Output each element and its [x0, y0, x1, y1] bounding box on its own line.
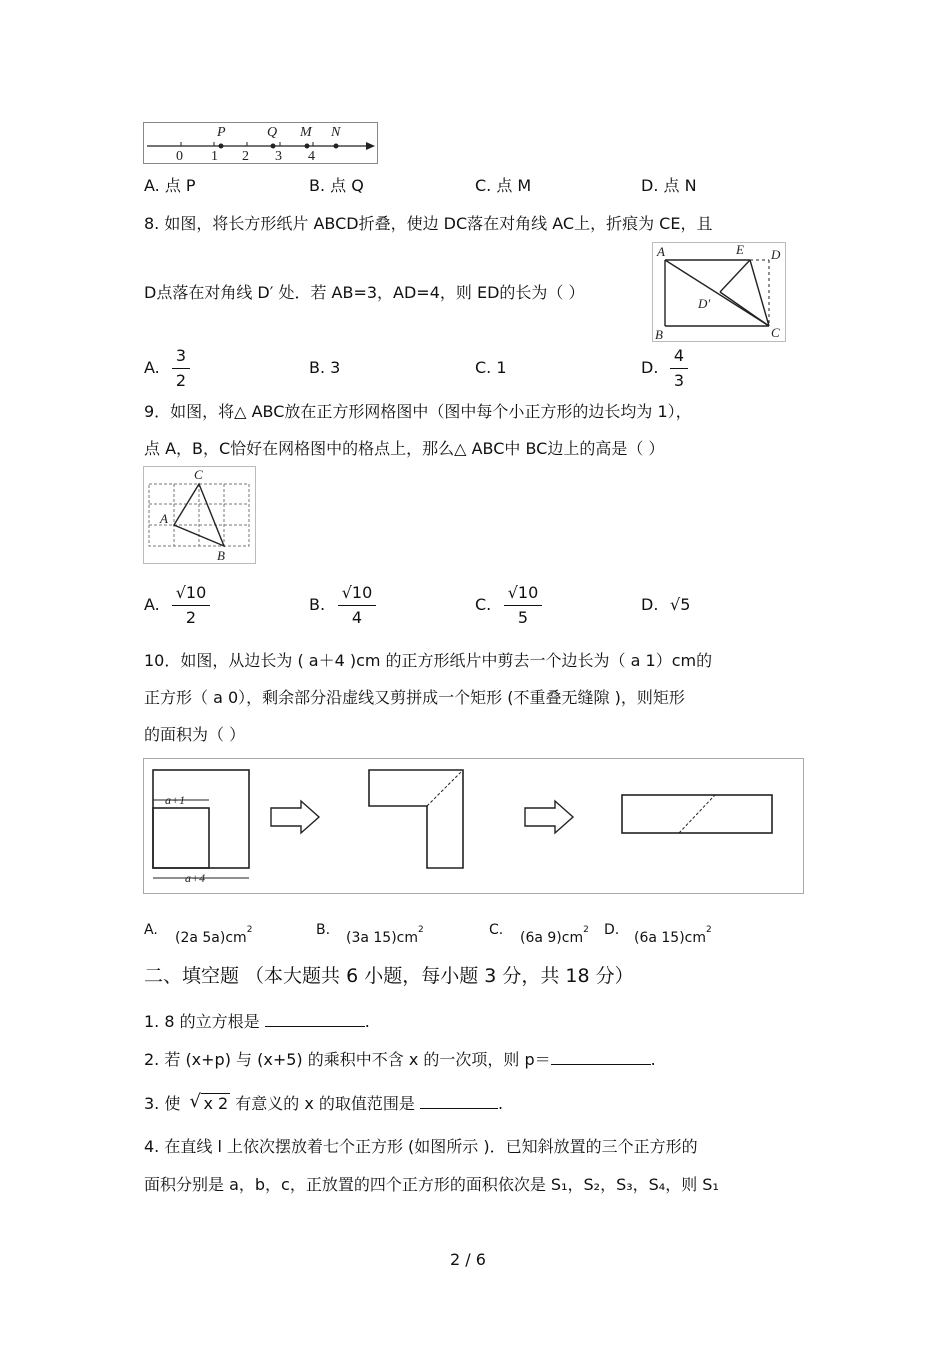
- superscript: 2: [246, 925, 253, 935]
- q9-text-line2: 点 A，B，C恰好在网格图中的格点上，那么△ ABC中 BC边上的高是（ ）: [144, 439, 665, 458]
- q8-option-a-fraction: [172, 346, 190, 391]
- q9-option-a[interactable]: A.: [144, 595, 160, 614]
- numerator: 3: [175, 346, 187, 365]
- point-label: P: [217, 125, 226, 140]
- fill-q4-line2: 面积分别是 a，b，c，正放置的四个正方形的面积依次是 S₁，S₂，S₃，S₄，则 S₁: [144, 1175, 719, 1194]
- q10-option-c-label[interactable]: C.: [489, 922, 504, 938]
- q7-option-d[interactable]: D. 点 N: [641, 176, 697, 195]
- numerator: √10: [341, 583, 373, 602]
- tick-label: 0: [176, 149, 183, 164]
- q8-option-d-fraction: [670, 346, 688, 391]
- vertex-label: C: [194, 467, 203, 482]
- period: .: [650, 1050, 656, 1069]
- square-cut-figure: [143, 758, 804, 894]
- numerator: 4: [673, 346, 685, 365]
- dimension-label: a+1: [165, 793, 186, 807]
- denominator: 5: [517, 608, 529, 627]
- q8-option-d[interactable]: D.: [641, 358, 659, 377]
- vertex-label: A: [160, 511, 168, 526]
- q9-option-d-value: √5: [670, 595, 691, 614]
- grid-triangle-figure: [143, 466, 256, 564]
- point-label: M: [300, 125, 312, 140]
- tick-label: 2: [242, 149, 249, 164]
- denominator: 4: [351, 608, 363, 627]
- period: .: [364, 1012, 370, 1031]
- numerator: √10: [175, 583, 207, 602]
- vertex-label: A: [657, 244, 665, 259]
- q9-option-d[interactable]: D.: [641, 595, 659, 614]
- option-text: (2a 5a)cm: [175, 930, 247, 946]
- period: .: [498, 1094, 504, 1113]
- section-title: 二、填空题 （本大题共 6 小题，每小题 3 分，共 18 分）: [144, 965, 634, 987]
- vertex-label: E: [736, 242, 744, 257]
- answer-blank[interactable]: [420, 1094, 498, 1109]
- question-text: 2. 若 (x+p) 与 (x+5) 的乘积中不含 x 的一次项，则 p＝: [144, 1050, 551, 1069]
- superscript: 2: [706, 925, 712, 935]
- q10-option-b-label[interactable]: B.: [316, 922, 331, 938]
- q10-option-d-label[interactable]: D.: [604, 922, 620, 938]
- q8-option-a[interactable]: A.: [144, 358, 160, 377]
- vertex-label: B: [655, 327, 663, 342]
- superscript: 2: [583, 925, 589, 935]
- superscript: 2: [418, 925, 424, 935]
- radical: √ x 2: [189, 1091, 229, 1113]
- numerator: √10: [507, 583, 539, 602]
- q10-option-b[interactable]: [346, 920, 424, 948]
- option-text: (6a 9)cm: [520, 930, 584, 946]
- q7-option-a[interactable]: A. 点 P: [144, 176, 196, 195]
- q9-option-c[interactable]: C.: [475, 595, 492, 614]
- q10-option-c[interactable]: [520, 920, 589, 948]
- q9-option-a-fraction: [172, 583, 210, 628]
- q10-option-a-label[interactable]: A.: [144, 922, 158, 938]
- vertex-label: C: [771, 325, 780, 340]
- q8-text-line2: D点落在对角线 D′ 处．若 AB=3，AD=4，则 ED的长为（ ）: [144, 283, 585, 302]
- point-label: Q: [267, 125, 278, 140]
- radicand: x 2: [203, 1094, 229, 1113]
- number-line-figure: [143, 122, 378, 164]
- q8-option-b[interactable]: B. 3: [309, 358, 341, 377]
- denominator: 2: [185, 608, 197, 627]
- tick-label: 4: [308, 149, 315, 164]
- q10-text-line1: 10．如图，从边长为 ( a＋4 )cm 的正方形纸片中剪去一个边长为（ a 1）cm的: [144, 651, 713, 670]
- q10-option-a[interactable]: [175, 920, 252, 948]
- q7-option-c[interactable]: C. 点 M: [475, 176, 532, 195]
- q9-text-line1: 9．如图，将△ ABC放在正方形网格图中（图中每个小正方形的边长均为 1），: [144, 402, 692, 421]
- dimension-label: a+4: [185, 871, 206, 885]
- q7-option-b[interactable]: B. 点 Q: [309, 176, 364, 195]
- question-text: 有意义的 x 的取值范围是: [235, 1094, 415, 1113]
- page-number: 2 / 6: [450, 1250, 486, 1269]
- q10-text-line2: 正方形（ a 0），剩余部分沿虚线又剪拼成一个矩形 (不重叠无缝隙 )，则矩形: [144, 688, 685, 707]
- q10-option-d[interactable]: [634, 920, 712, 948]
- tick-label: 3: [275, 149, 282, 164]
- tick-label: 1: [211, 149, 218, 164]
- question-text: 3. 使: [144, 1094, 181, 1113]
- denominator: 3: [673, 371, 685, 390]
- rectangle-fold-figure: [652, 242, 786, 342]
- answer-blank[interactable]: [265, 1012, 365, 1027]
- q9-option-b-fraction: [338, 583, 376, 628]
- vertex-label: D: [771, 247, 781, 262]
- q9-option-c-fraction: [504, 583, 542, 628]
- vertex-label: D′: [698, 296, 711, 311]
- q10-text-line3: 的面积为（ ）: [144, 725, 246, 744]
- denominator: 2: [175, 371, 187, 390]
- q8-text-line1: 8. 如图，将长方形纸片 ABCD折叠，使边 DC落在对角线 AC上，折痕为 CE，且: [144, 214, 713, 233]
- question-text: 1. 8 的立方根是: [144, 1012, 260, 1031]
- fill-q3: [144, 1091, 504, 1114]
- q9-option-b[interactable]: B.: [309, 595, 326, 614]
- q8-option-c[interactable]: C. 1: [475, 358, 507, 377]
- answer-blank[interactable]: [551, 1050, 651, 1065]
- fill-q2: [144, 1050, 656, 1070]
- option-text: (3a 15)cm: [346, 930, 419, 946]
- vertex-label: B: [217, 548, 225, 563]
- fill-q4-line1: 4. 在直线 l 上依次摆放着七个正方形 (如图所示 )．已知斜放置的三个正方形的: [144, 1137, 698, 1156]
- option-text: (6a 15)cm: [634, 930, 707, 946]
- point-label: N: [331, 125, 341, 140]
- fill-q1: [144, 1012, 370, 1032]
